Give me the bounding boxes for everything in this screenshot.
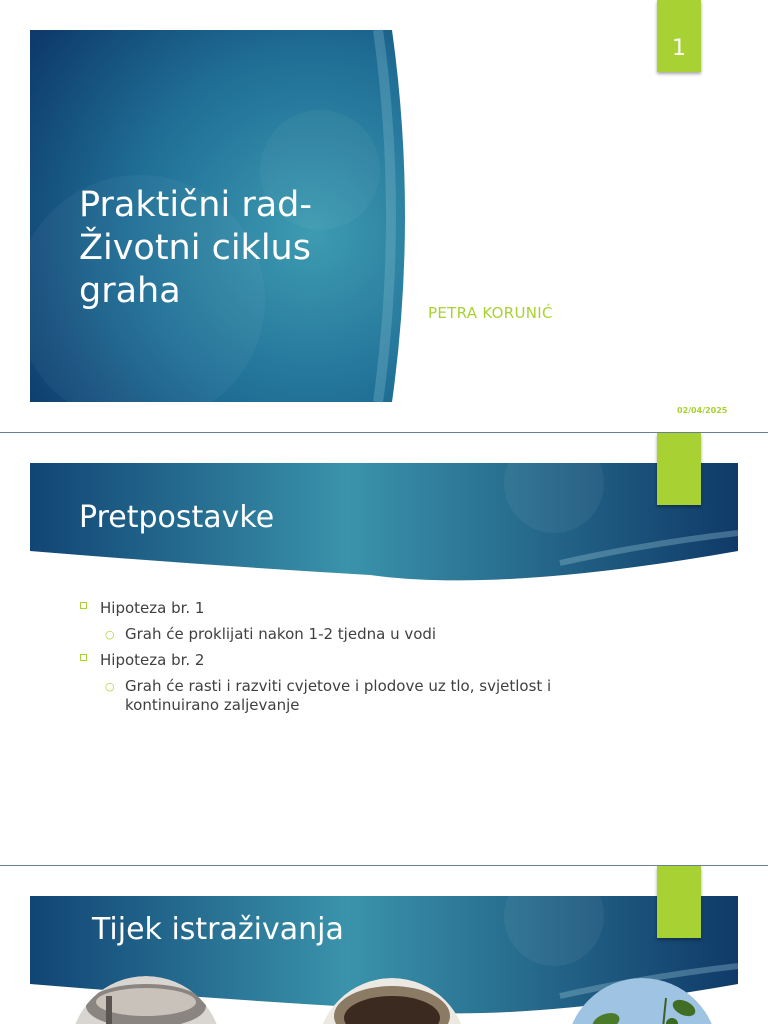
bullet-text: Hipoteza br. 1 — [100, 599, 205, 617]
list-subitem — [78, 677, 618, 715]
title-slide — [0, 0, 768, 432]
hypotheses-list — [78, 599, 618, 722]
slide-title: Tijek istraživanja — [92, 912, 344, 947]
slide-title: Pretpostavke — [79, 500, 275, 535]
circle-bullet-icon: ○ — [105, 628, 115, 641]
slide-tab — [657, 433, 701, 505]
research-progress-slide — [0, 866, 768, 1024]
slide-number-tab — [657, 0, 701, 72]
list-subitem — [78, 625, 618, 644]
slide-tab — [657, 866, 701, 938]
circle-bullet-icon: ○ — [105, 680, 115, 693]
list-item — [78, 599, 618, 618]
square-bullet-icon — [80, 654, 87, 661]
subbullet-text: Grah će proklijati nakon 1-2 tjedna u vodi — [125, 625, 437, 643]
subbullet-text: Grah će rasti i razviti cvjetove i plodove uz tlo, svjetlost i kontinuirano zaljevanje — [125, 677, 552, 714]
slide-number: 1 — [672, 36, 686, 61]
list-item — [78, 651, 618, 670]
square-bullet-icon — [80, 602, 87, 609]
hypotheses-slide — [0, 433, 768, 865]
slide-date: 02/04/2025 — [677, 406, 728, 415]
author-name: PETRA KORUNIĆ — [428, 304, 553, 322]
bullet-text: Hipoteza br. 2 — [100, 651, 205, 669]
presentation-title: Praktični rad-Životni ciklus graha — [79, 185, 313, 311]
